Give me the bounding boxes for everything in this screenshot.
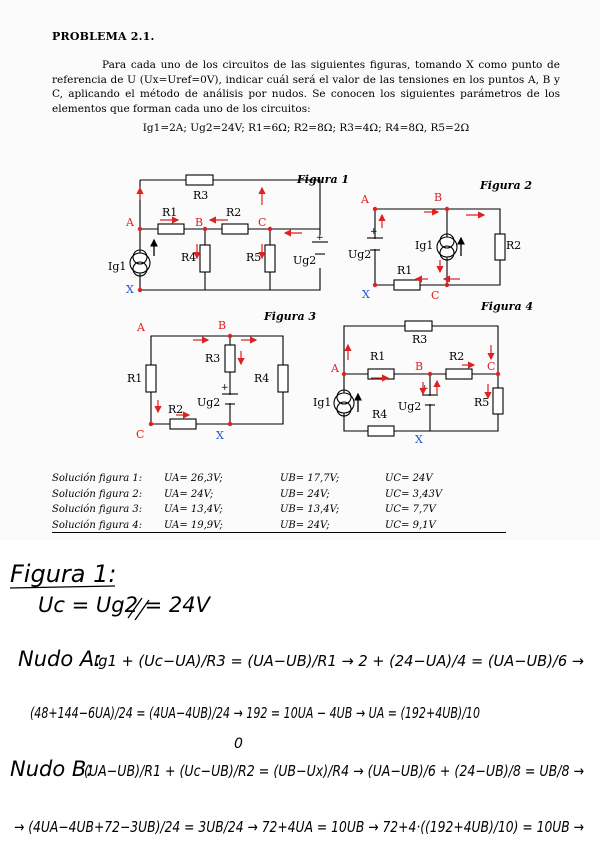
- fig2-node-a: A: [361, 193, 369, 206]
- fig4-node-x: X: [415, 433, 423, 446]
- fig1-r5-label: R5: [246, 251, 262, 264]
- fig4-node-c: C: [487, 360, 496, 373]
- fig2-r1-label: R1: [397, 264, 413, 277]
- figure-2-title: Figura 2: [480, 179, 533, 192]
- hw-uc-line: Uc = Ug2 = 24V: [38, 593, 210, 617]
- fig4-r5-label: R5: [474, 396, 490, 409]
- hw-heading: Figura 1:: [10, 560, 117, 588]
- fig4-node-b: B: [415, 360, 424, 373]
- fig2-ug2-label: Ug2: [348, 248, 372, 261]
- figure-4-title: Figura 4: [481, 300, 534, 313]
- fig4-ug2-label: Ug2: [398, 400, 422, 413]
- solutions-divider: [52, 532, 506, 533]
- fig4-r2-label: R2: [449, 350, 465, 363]
- solution-row: Solución figura 4: UA= 19,9V; UB= 24V; UC= 9,1V: [52, 519, 436, 531]
- figure-2: [348, 179, 532, 302]
- fig3-node-a: A: [137, 321, 145, 334]
- fig3-r1-label: R1: [127, 372, 143, 385]
- svg-text:+: +: [221, 383, 229, 393]
- fig1-ig1-label: Ig1: [108, 260, 127, 273]
- hw-node-b-eq2: → (4UA−4UB+72−3UB)/24 = 3UB/24 → 72+4UA = 10UB → 72+4·((192+4UB)/10) = 10UB →: [14, 818, 584, 836]
- fig1-node-b: B: [195, 216, 204, 229]
- fig4-ig1-label: Ig1: [313, 396, 332, 409]
- fig2-node-b: B: [434, 191, 443, 204]
- solution-row: Solución figura 3: UA= 13,4V; UB= 13,4V; UC= 7,7V: [52, 504, 436, 515]
- hw-zero-mark: 0: [234, 736, 243, 752]
- fig4-node-a: A: [331, 362, 339, 375]
- fig1-ug2-label: Ug2: [293, 254, 317, 267]
- figure-1: [108, 173, 349, 296]
- solutions-table: [52, 473, 512, 535]
- fig3-ug2-label: Ug2: [197, 396, 221, 409]
- fig2-node-c: C: [431, 289, 440, 302]
- hw-node-a-eq: Ig1 + (Uc−UA)/R3 = (UA−UB)/R1 → 2 + (24−UA)/4 = (UA−UB)/6 →: [94, 652, 584, 670]
- solution-row: Solución figura 1: UA= 26,3V; UB= 17,7V; UC= 24V: [52, 473, 433, 484]
- fig2-r2-label: R2: [506, 239, 522, 252]
- figure-3-title: Figura 3: [264, 310, 317, 323]
- fig3-r4-label: R4: [254, 372, 270, 385]
- fig2-ig1-label: Ig1: [415, 239, 434, 252]
- fig1-node-a: A: [126, 216, 134, 229]
- hw-node-a-label: Nudo A:: [18, 647, 102, 671]
- figure-4: [313, 300, 533, 446]
- hw-node-b-label: Nudo B:: [10, 757, 94, 781]
- fig1-node-x: X: [126, 283, 134, 296]
- handwritten-solution: [0, 540, 600, 848]
- fig1-r2-label: R2: [226, 206, 242, 219]
- hw-node-a-eq2: (48+144−6UA)/24 = (4UA−4UB)/24 → 192 = 10UA − 4UB → UA = (192+4UB)/10: [30, 704, 480, 722]
- fig1-node-c: C: [258, 216, 267, 229]
- circuit-figures: [0, 160, 600, 460]
- problem-title: PROBLEMA 2.1.: [52, 30, 155, 43]
- fig3-node-c: C: [136, 428, 145, 441]
- svg-text:+: +: [370, 227, 378, 237]
- svg-text:+: +: [421, 384, 429, 394]
- fig3-node-x: X: [216, 429, 224, 442]
- fig3-node-b: B: [218, 319, 227, 332]
- solution-row: Solución figura 2: UA= 24V; UB= 24V; UC= 3,43V: [52, 488, 443, 500]
- problem-statement: Para cada uno de los circuitos de las siguientes figuras, tomando X como punto de referencia de U (Ux=Uref=0V), indicar cuál será el valor de las tensiones en los puntos A, B y C, aplicando el método de análisis por nudos. Se conocen los siguientes parámetros de los elementos que forman cada uno de los circuitos:: [52, 59, 560, 115]
- fig1-r1-label: R1: [162, 206, 178, 219]
- fig3-r3-label: R3: [205, 352, 221, 365]
- fig4-r3-label: R3: [412, 333, 428, 346]
- figure-3: [127, 310, 316, 442]
- fig3-r2-label: R2: [168, 403, 184, 416]
- fig1-r4-label: R4: [181, 251, 197, 264]
- figure-1-title: Figura 1: [297, 173, 350, 186]
- svg-text:+: +: [316, 233, 324, 243]
- fig1-r3-label: R3: [193, 189, 209, 202]
- hw-node-b-eq: (UA−UB)/R1 + (Uc−UB)/R2 = (UB−Ux)/R4 → (UA−UB)/6 + (24−UB)/8 = UB/8 →: [84, 762, 584, 780]
- parameters-line: Ig1=2A; Ug2=24V; R1=6Ω; R2=8Ω; R3=4Ω; R4=8Ω, R5=2Ω: [142, 122, 470, 134]
- fig4-r4-label: R4: [372, 408, 388, 421]
- fig4-r1-label: R1: [370, 350, 386, 363]
- fig2-node-x: X: [362, 288, 370, 301]
